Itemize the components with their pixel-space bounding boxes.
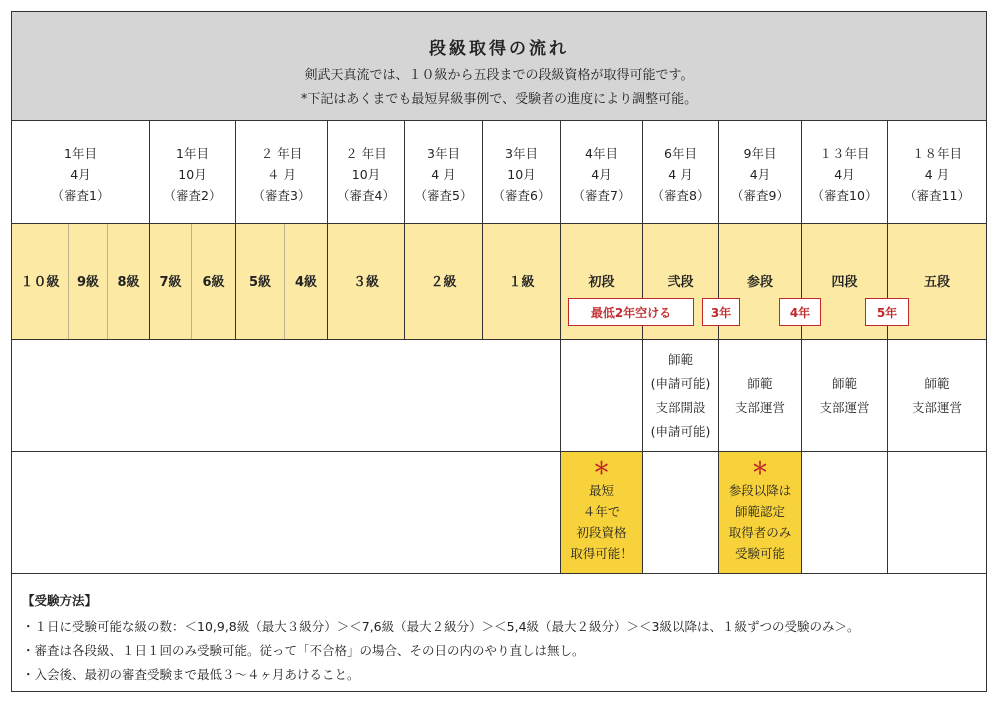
method-item: ・審査は各段級、１日１回のみ受験可能。従って「不合格」の場合、その日の内のやり直しは無し。: [22, 643, 585, 658]
qualification-nidan: 師範 (申請可能) 支部開設 (申請可能): [650, 352, 711, 439]
note-line: *下記はあくまでも最短昇級事例で、受験者の進度により調整可能。: [300, 92, 698, 107]
asterisk-icon: ＊: [751, 459, 769, 479]
rank-label: 弐段: [667, 275, 694, 290]
date-cell: ２ 年目 ４ 月 （審査3）: [252, 146, 311, 203]
qualification-godan: 師範 支部運営: [911, 376, 962, 415]
asterisk-icon: ＊: [593, 459, 610, 479]
page-title: 段級取得の流れ: [429, 39, 569, 59]
qualification-sandan: 師範 支部運営: [734, 376, 785, 415]
rank-label: 五段: [923, 275, 950, 290]
interval-badge: 3年: [702, 298, 740, 326]
method-heading: 【受験方法】: [22, 593, 98, 608]
date-cell: １３年目 4月 （審査10）: [811, 146, 878, 203]
rank-label: ２級: [430, 275, 457, 290]
rank-label: ３級: [352, 275, 379, 290]
interval-badge: 5年: [865, 298, 909, 326]
date-cell: 9年目 4月 （審査9）: [731, 146, 789, 203]
rank-label: 9級: [76, 275, 100, 290]
rank-label: １級: [508, 275, 535, 290]
date-cell: 3年目 4 月 （審査5）: [414, 146, 473, 203]
date-cell: 6年目 4 月 （審査8）: [651, 146, 710, 203]
date-cell: ２ 年目 10月 （審査4）: [337, 146, 395, 203]
qualification-yondan: 師範 支部運営: [819, 376, 870, 415]
rank-label: 8級: [117, 275, 140, 290]
outer-frame: [11, 11, 987, 692]
sandan-note: ＊ 参段以降は 師範認定 取得者のみ 受験可能: [719, 459, 801, 564]
interval-badge: 最低2年空ける: [568, 298, 694, 326]
rank-label: 四段: [831, 275, 858, 290]
rank-label: 5級: [248, 275, 272, 290]
rank-label: 参段: [746, 275, 773, 290]
rank-label: １０級: [20, 275, 60, 290]
date-cell: 1年目 10月 （審査2）: [163, 146, 222, 203]
rank-label: 7級: [159, 275, 182, 290]
rank-label: 初段: [588, 275, 615, 290]
method-item: ・入会後、最初の審査受験まで最低３〜４ヶ月あけること。: [22, 667, 360, 682]
method-item: ・１日に受験可能な級の数：＜10,9,8級（最大３級分）＞＜7,6級（最大２級分）＞＜5,4級（最大２級分）＞＜3級以降は、１級ずつの受験のみ＞。: [22, 619, 860, 634]
date-cell: 3年目 10月 （審査6）: [492, 146, 551, 203]
interval-badge: 4年: [779, 298, 821, 326]
date-cell: １８年目 4 月 （審査11）: [904, 146, 970, 203]
rank-label: 4級: [294, 275, 318, 290]
date-cell: 4年目 4月 （審査7）: [572, 146, 631, 203]
intro-line: 剣武天真流では、１０級から五段までの段級資格が取得可能です。: [304, 68, 694, 83]
rank-label: 6級: [202, 275, 225, 290]
date-cell: 1年目 4月 （審査1）: [51, 146, 110, 203]
shodan-note: ＊ 最短 ４年で 初段資格 取得可能！: [561, 459, 642, 564]
